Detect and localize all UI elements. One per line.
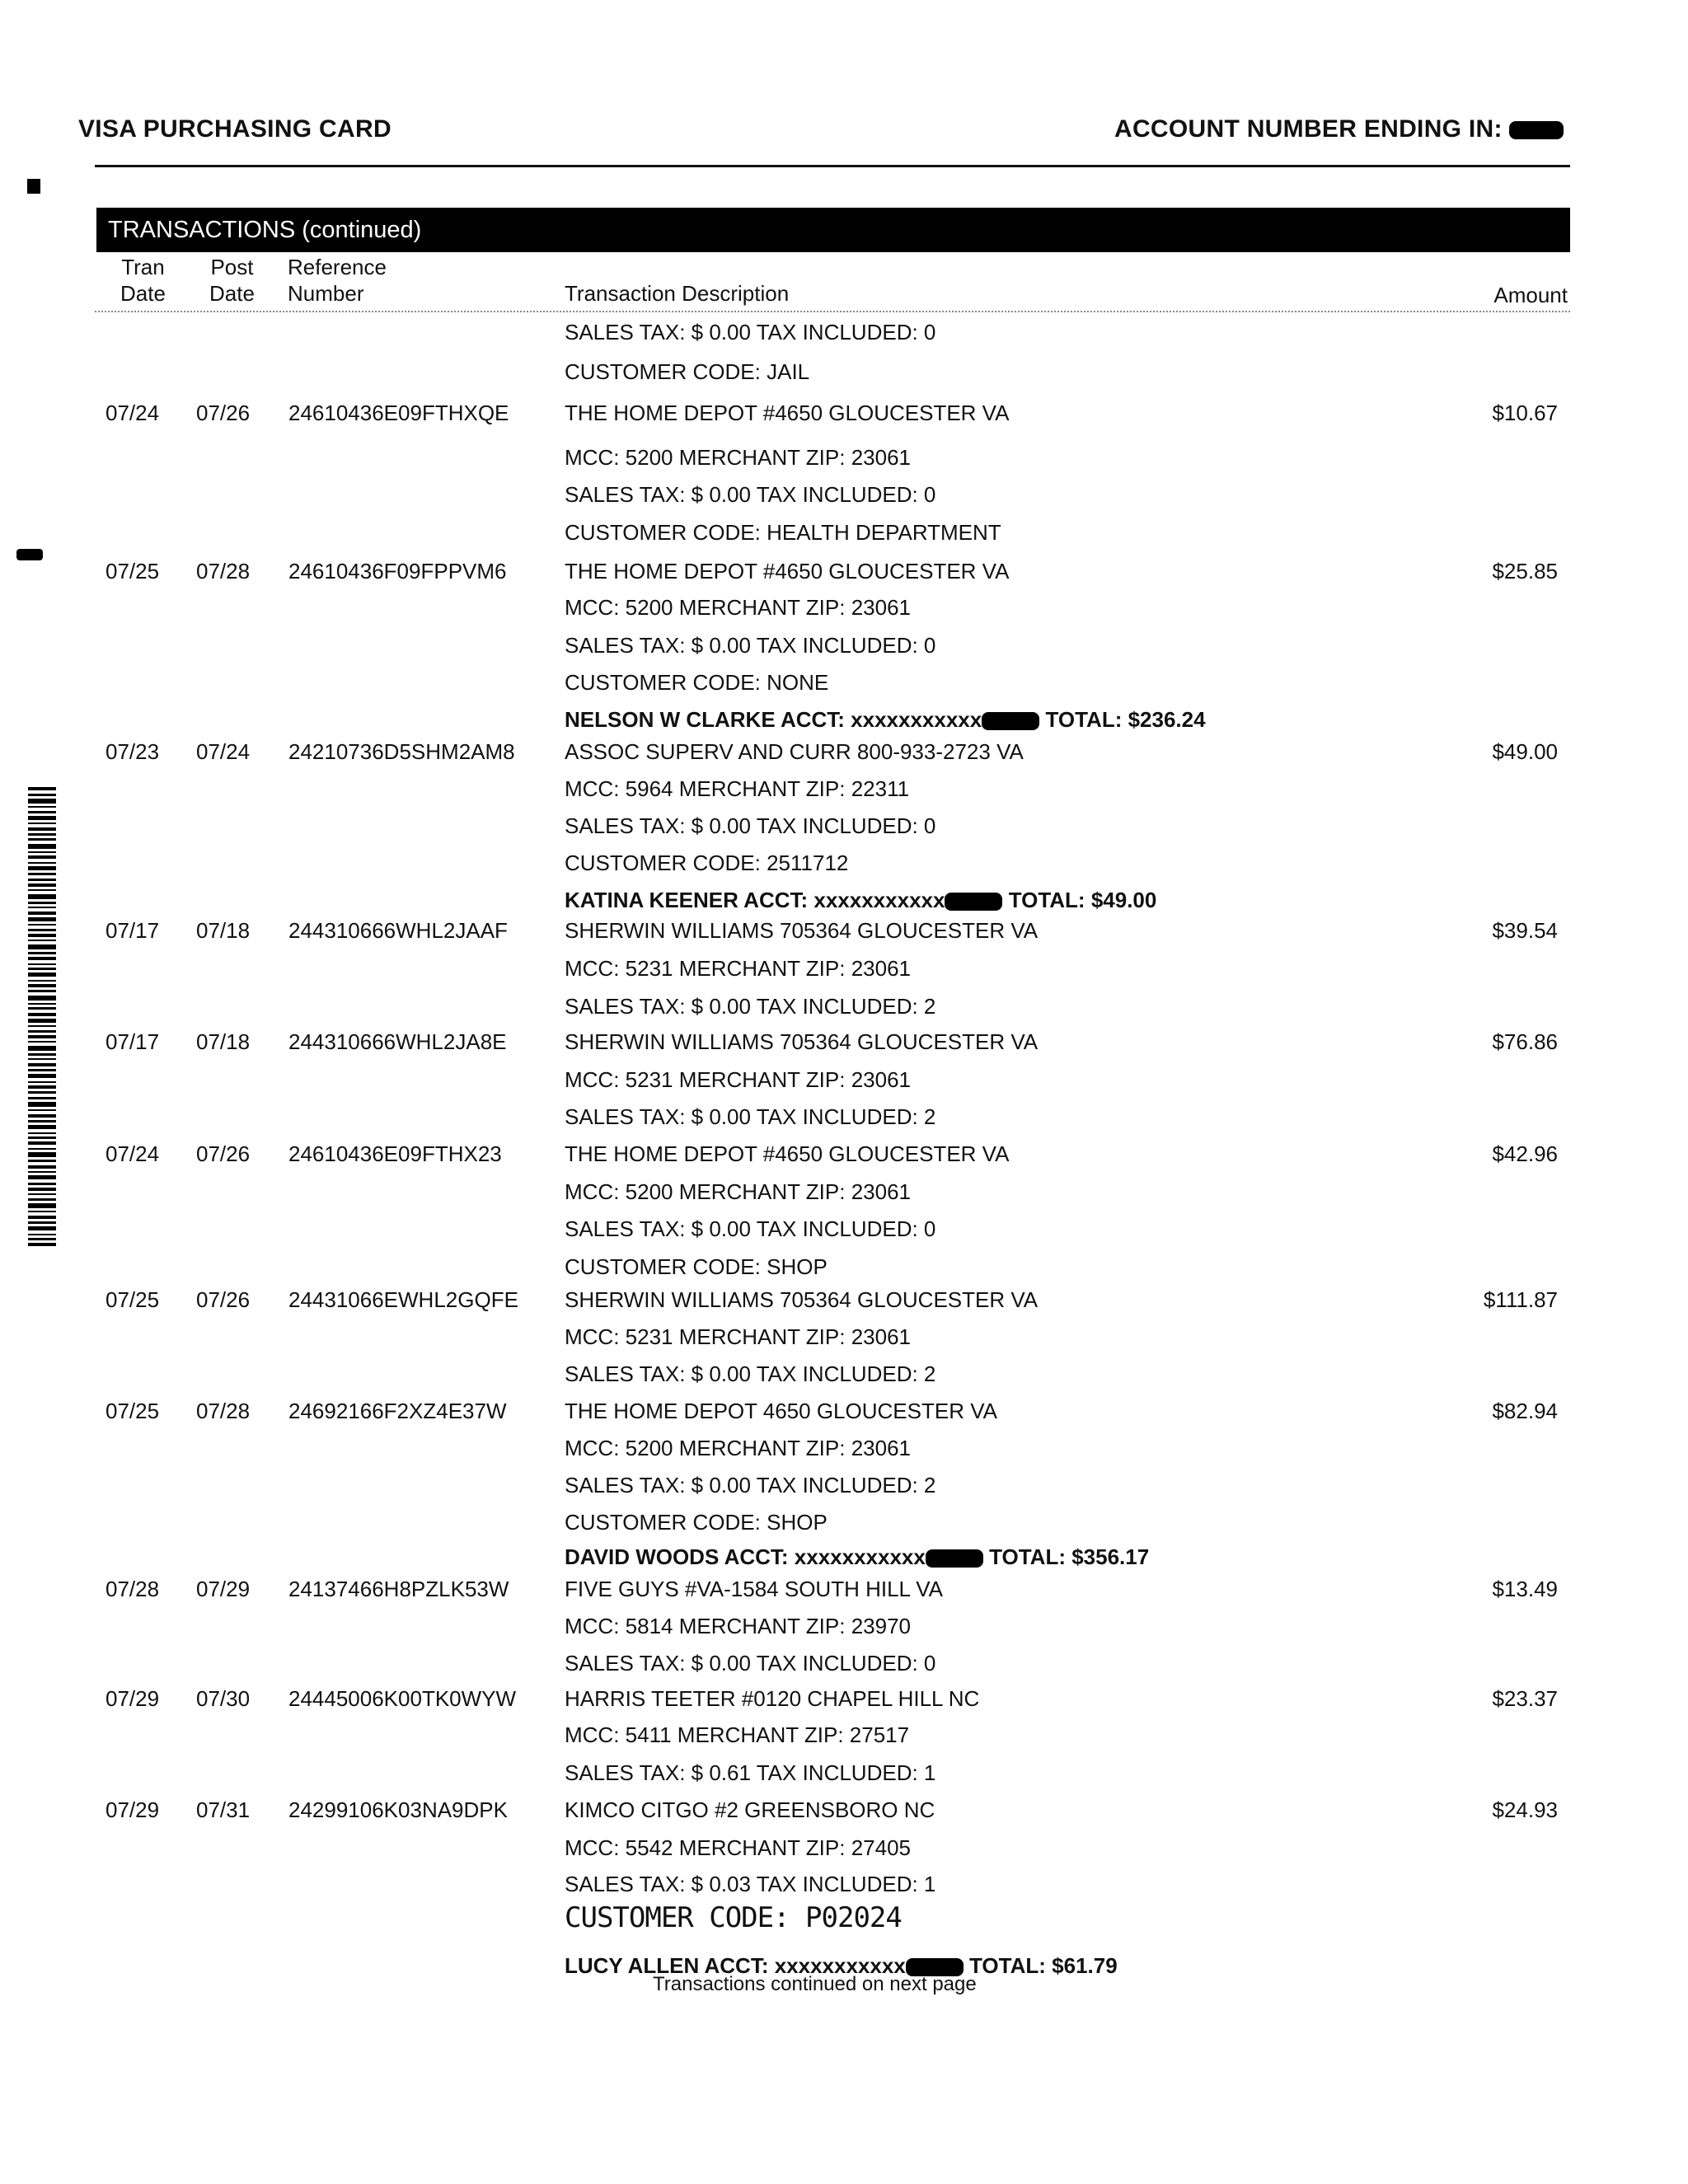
barcode-bar bbox=[28, 1097, 56, 1099]
mcc-merchant-zip: MCC: 5814 MERCHANT ZIP: 23970 bbox=[565, 1614, 911, 1638]
sales-tax-line: SALES TAX: $ 0.00 TAX INCLUDED: 2 bbox=[565, 994, 936, 1019]
barcode-bar bbox=[28, 902, 56, 904]
barcode-bar bbox=[28, 1069, 56, 1071]
mcc-merchant-zip: MCC: 5231 MERCHANT ZIP: 23061 bbox=[565, 1067, 911, 1092]
barcode-bar bbox=[28, 1091, 56, 1094]
col-header-line: Date bbox=[120, 281, 166, 306]
sales-tax-line: SALES TAX: $ 0.00 TAX INCLUDED: 2 bbox=[565, 1104, 936, 1129]
transaction-amount: $76.86 bbox=[1492, 1029, 1558, 1054]
sales-tax-line: SALES TAX: $ 0.00 TAX INCLUDED: 2 bbox=[565, 1473, 936, 1497]
post-date: 07/26 bbox=[196, 401, 251, 425]
transaction-amount: $49.00 bbox=[1492, 739, 1558, 764]
customer-code: CUSTOMER CODE: P02024 bbox=[565, 1901, 902, 1934]
customer-code: CUSTOMER CODE: 2511712 bbox=[565, 851, 849, 875]
barcode-bar bbox=[28, 1152, 56, 1157]
tran-date: 07/17 bbox=[106, 1029, 160, 1054]
margin-mark bbox=[27, 179, 40, 194]
transaction-amount: $42.96 bbox=[1492, 1141, 1558, 1166]
sales-tax-line: SALES TAX: $ 0.00 TAX INCLUDED: 0 bbox=[565, 482, 936, 507]
barcode-bar bbox=[28, 806, 56, 808]
barcode-bar bbox=[28, 1063, 56, 1066]
sales-tax-line: SALES TAX: $ 0.00 TAX INCLUDED: 0 bbox=[565, 1216, 936, 1241]
barcode-bar bbox=[28, 1013, 56, 1016]
barcode-bar bbox=[28, 1203, 56, 1208]
barcode-bar bbox=[28, 873, 56, 875]
barcode-bar bbox=[28, 1025, 56, 1027]
spacer bbox=[1002, 888, 1008, 912]
account-masked: ACCT: xxxxxxxxxxx bbox=[724, 1544, 926, 1569]
reference-number: 24299106K03NA9DPK bbox=[288, 1797, 508, 1822]
header-rule bbox=[95, 165, 1570, 167]
carryover-tax-line: SALES TAX: $ 0.00 TAX INCLUDED: 0 bbox=[565, 320, 936, 344]
barcode-bar bbox=[28, 838, 56, 841]
mcc-merchant-zip: MCC: 5411 MERCHANT ZIP: 27517 bbox=[565, 1722, 910, 1747]
barcode-bar bbox=[28, 827, 56, 831]
barcode-bar bbox=[28, 1120, 56, 1122]
barcode-bar bbox=[28, 1188, 56, 1191]
reference-number: 24431066EWHL2GQFE bbox=[288, 1287, 518, 1312]
barcode-bar bbox=[28, 1183, 56, 1185]
col-header-line: Tran bbox=[121, 255, 165, 279]
post-date: 07/26 bbox=[196, 1141, 251, 1166]
merchant-description: ASSOC SUPERV AND CURR 800-933-2723 VA bbox=[565, 739, 1024, 764]
barcode-bar bbox=[28, 924, 56, 926]
barcode-bar bbox=[28, 980, 56, 982]
reference-number: 24137466H8PZLK53W bbox=[288, 1577, 509, 1601]
merchant-description: SHERWIN WILLIAMS 705364 GLOUCESTER VA bbox=[565, 1287, 1039, 1312]
barcode-bar bbox=[28, 996, 56, 1001]
col-header-amount: Amount bbox=[1493, 283, 1568, 307]
col-header-post-date bbox=[209, 254, 255, 307]
barcode-bar bbox=[28, 1211, 56, 1212]
barcode-bar bbox=[28, 1148, 56, 1150]
barcode-bar bbox=[28, 972, 56, 977]
barcode-bar bbox=[28, 823, 56, 824]
tran-date: 07/28 bbox=[106, 1577, 160, 1601]
barcode-bar bbox=[28, 963, 56, 965]
tran-date: 07/24 bbox=[106, 1141, 160, 1166]
cardholder-name: LUCY ALLEN bbox=[565, 1953, 700, 1978]
col-header-line: Date bbox=[209, 281, 255, 306]
transaction-amount: $111.87 bbox=[1483, 1287, 1558, 1312]
merchant-description: SHERWIN WILLIAMS 705364 GLOUCESTER VA bbox=[565, 1029, 1039, 1054]
reference-number: 24210736D5SHM2AM8 bbox=[288, 739, 515, 764]
merchant-description: THE HOME DEPOT #4650 GLOUCESTER VA bbox=[565, 1141, 1010, 1166]
post-date: 07/18 bbox=[196, 1029, 251, 1054]
barcode-bar bbox=[28, 833, 56, 836]
tran-date: 07/25 bbox=[106, 559, 160, 583]
transaction-amount: $39.54 bbox=[1492, 918, 1558, 943]
customer-code: CUSTOMER CODE: SHOP bbox=[565, 1254, 828, 1279]
tran-date: 07/29 bbox=[106, 1797, 160, 1822]
barcode-bar bbox=[28, 866, 56, 870]
barcode-bar bbox=[28, 894, 56, 899]
cardholder-name: KATINA KEENER bbox=[565, 888, 738, 912]
account-masked: ACCT: xxxxxxxxxxx bbox=[704, 1953, 906, 1978]
barcode-bar bbox=[28, 990, 56, 992]
post-date: 07/28 bbox=[196, 559, 251, 583]
barcode-bar bbox=[28, 811, 56, 813]
cardholder-name: NELSON W CLARKE bbox=[565, 707, 776, 732]
barcode-bar bbox=[28, 1243, 56, 1246]
transaction-amount: $82.94 bbox=[1492, 1399, 1558, 1423]
barcode-bar bbox=[28, 1102, 56, 1107]
col-header-description: Transaction Description bbox=[565, 281, 790, 306]
mcc-merchant-zip: MCC: 5200 MERCHANT ZIP: 23061 bbox=[565, 595, 911, 620]
reference-number: 24692166F2XZ4E37W bbox=[288, 1399, 507, 1423]
account-label-text: ACCOUNT NUMBER ENDING IN: bbox=[1114, 115, 1503, 143]
barcode-bar bbox=[28, 1109, 56, 1111]
barcode-bar bbox=[28, 1221, 56, 1224]
barcode-bar bbox=[28, 851, 56, 853]
card-title: VISA PURCHASING CARD bbox=[78, 115, 392, 143]
barcode-bar bbox=[28, 1041, 56, 1043]
barcode-bar bbox=[28, 907, 56, 908]
transaction-amount: $23.37 bbox=[1492, 1686, 1558, 1711]
redaction-mark bbox=[926, 1549, 983, 1568]
mcc-merchant-zip: MCC: 5964 MERCHANT ZIP: 22311 bbox=[565, 776, 910, 801]
reference-number: 244310666WHL2JAAF bbox=[288, 918, 508, 943]
merchant-description: FIVE GUYS #VA-1584 SOUTH HILL VA bbox=[565, 1577, 944, 1601]
post-date: 07/24 bbox=[196, 739, 251, 764]
mcc-merchant-zip: MCC: 5200 MERCHANT ZIP: 23061 bbox=[565, 1179, 911, 1204]
transaction-amount: $10.67 bbox=[1492, 401, 1558, 425]
reference-number: 244310666WHL2JA8E bbox=[288, 1029, 507, 1054]
redaction-mark bbox=[1509, 121, 1564, 139]
post-date: 07/30 bbox=[196, 1686, 251, 1711]
col-header-reference bbox=[288, 254, 387, 307]
cardholder-total-line bbox=[565, 707, 1206, 732]
post-date: 07/29 bbox=[196, 1577, 251, 1601]
reference-number: 24610436E09FTHX23 bbox=[288, 1141, 502, 1166]
barcode-bar bbox=[28, 879, 56, 881]
barcode-bar bbox=[28, 1141, 56, 1145]
barcode-bar bbox=[28, 855, 56, 859]
transaction-amount: $13.49 bbox=[1492, 1577, 1558, 1601]
barcode-bar bbox=[28, 944, 56, 949]
header-divider bbox=[95, 311, 1570, 312]
barcode-bar bbox=[28, 1175, 56, 1179]
sales-tax-line: SALES TAX: $ 0.00 TAX INCLUDED: 0 bbox=[565, 633, 936, 658]
reference-number: 24610436F09FPPVM6 bbox=[288, 559, 507, 583]
barcode-bar bbox=[28, 1019, 56, 1023]
merchant-description: HARRIS TEETER #0120 CHAPEL HILL NC bbox=[565, 1686, 980, 1711]
continued-note: Transactions continued on next page bbox=[653, 1973, 977, 1995]
sales-tax-line: SALES TAX: $ 0.61 TAX INCLUDED: 1 bbox=[565, 1760, 936, 1785]
barcode-bar bbox=[28, 889, 56, 891]
col-header-line: Reference bbox=[288, 255, 387, 279]
barcode-bar bbox=[28, 1234, 56, 1235]
reference-number: 24445006K00TK0WYW bbox=[288, 1686, 517, 1711]
barcode-bar bbox=[28, 1198, 56, 1201]
barcode-bar bbox=[28, 917, 56, 921]
col-header-tran-date bbox=[120, 254, 166, 307]
barcode-bar bbox=[28, 1003, 56, 1005]
barcode-bar bbox=[28, 1081, 56, 1083]
barcode-bar bbox=[28, 1165, 56, 1169]
customer-code: CUSTOMER CODE: HEALTH DEPARTMENT bbox=[565, 520, 1001, 545]
merchant-description: THE HOME DEPOT 4650 GLOUCESTER VA bbox=[565, 1399, 997, 1423]
transaction-amount: $24.93 bbox=[1492, 1797, 1558, 1822]
barcode-bar bbox=[28, 1160, 56, 1162]
barcode-bar bbox=[28, 1030, 56, 1033]
barcode-bar bbox=[28, 929, 56, 931]
sales-tax-line: SALES TAX: $ 0.03 TAX INCLUDED: 1 bbox=[565, 1872, 936, 1896]
barcode-bar bbox=[28, 1216, 56, 1219]
tran-date: 07/23 bbox=[106, 739, 160, 764]
barcode-graphic bbox=[28, 787, 56, 1286]
barcode-bar bbox=[28, 940, 56, 941]
barcode-bar bbox=[28, 1058, 56, 1060]
post-date: 07/18 bbox=[196, 918, 251, 943]
mcc-merchant-zip: MCC: 5231 MERCHANT ZIP: 23061 bbox=[565, 1324, 911, 1349]
barcode-bar bbox=[28, 934, 56, 937]
transaction-amount: $25.85 bbox=[1492, 559, 1558, 583]
barcode-bar bbox=[28, 1132, 56, 1134]
barcode-bar bbox=[28, 1007, 56, 1010]
mcc-merchant-zip: MCC: 5542 MERCHANT ZIP: 27405 bbox=[565, 1835, 911, 1860]
barcode-bar bbox=[28, 957, 56, 960]
barcode-bar bbox=[28, 1171, 56, 1173]
barcode-bar bbox=[28, 816, 56, 820]
col-header-line: Number bbox=[288, 281, 364, 306]
barcode-bar bbox=[28, 844, 56, 849]
barcode-bar bbox=[28, 1193, 56, 1195]
merchant-description: THE HOME DEPOT #4650 GLOUCESTER VA bbox=[565, 401, 1010, 425]
tran-date: 07/24 bbox=[106, 401, 160, 425]
barcode-bar bbox=[28, 952, 56, 954]
tran-date: 07/25 bbox=[106, 1287, 160, 1312]
account-masked: ACCT: xxxxxxxxxxx bbox=[780, 707, 982, 732]
merchant-description: SHERWIN WILLIAMS 705364 GLOUCESTER VA bbox=[565, 918, 1039, 943]
mcc-merchant-zip: MCC: 5231 MERCHANT ZIP: 23061 bbox=[565, 956, 911, 981]
sales-tax-line: SALES TAX: $ 0.00 TAX INCLUDED: 0 bbox=[565, 813, 936, 838]
barcode-bar bbox=[28, 799, 56, 804]
barcode-bar bbox=[28, 1137, 56, 1139]
post-date: 07/31 bbox=[196, 1797, 251, 1822]
tran-date: 07/25 bbox=[106, 1399, 160, 1423]
barcode-bar bbox=[28, 1085, 56, 1089]
account-number-label bbox=[1114, 115, 1564, 143]
cardholder-name: DAVID WOODS bbox=[565, 1544, 720, 1569]
post-date: 07/28 bbox=[196, 1399, 251, 1423]
mcc-merchant-zip: MCC: 5200 MERCHANT ZIP: 23061 bbox=[565, 445, 911, 470]
barcode-bar bbox=[28, 984, 56, 987]
redaction-mark bbox=[982, 712, 1039, 730]
cardholder-total: TOTAL: $61.79 bbox=[969, 1953, 1118, 1978]
cardholder-total-line bbox=[565, 888, 1156, 912]
cardholder-total-line bbox=[565, 1544, 1149, 1569]
sales-tax-line: SALES TAX: $ 0.00 TAX INCLUDED: 2 bbox=[565, 1361, 936, 1386]
merchant-description: KIMCO CITGO #2 GREENSBORO NC bbox=[565, 1797, 935, 1822]
barcode-bar bbox=[28, 794, 56, 796]
carryover-customer-code: CUSTOMER CODE: JAIL bbox=[565, 359, 810, 384]
cardholder-total: TOTAL: $356.17 bbox=[989, 1544, 1150, 1569]
customer-code: CUSTOMER CODE: NONE bbox=[565, 670, 829, 695]
cardholder-total: TOTAL: $49.00 bbox=[1008, 888, 1157, 912]
barcode-bar bbox=[28, 1035, 56, 1038]
post-date: 07/26 bbox=[196, 1287, 251, 1312]
margin-mark bbox=[16, 549, 43, 560]
barcode-bar bbox=[28, 1125, 56, 1129]
tran-date: 07/17 bbox=[106, 918, 160, 943]
barcode-bar bbox=[28, 968, 56, 970]
section-title-bar: TRANSACTIONS (continued) bbox=[96, 208, 1570, 252]
reference-number: 24610436E09FTHXQE bbox=[288, 401, 509, 425]
barcode-bar bbox=[28, 787, 56, 790]
tran-date: 07/29 bbox=[106, 1686, 160, 1711]
customer-code: CUSTOMER CODE: SHOP bbox=[565, 1510, 828, 1535]
mcc-merchant-zip: MCC: 5200 MERCHANT ZIP: 23061 bbox=[565, 1436, 911, 1460]
barcode-bar bbox=[28, 1238, 56, 1240]
col-header-line: Post bbox=[210, 255, 254, 279]
barcode-bar bbox=[28, 912, 56, 915]
barcode-bar bbox=[28, 1074, 56, 1078]
spacer bbox=[983, 1544, 989, 1569]
barcode-bar bbox=[28, 1053, 56, 1056]
barcode-bar bbox=[28, 883, 56, 887]
barcode-bar bbox=[28, 1046, 56, 1051]
barcode-bar bbox=[28, 862, 56, 864]
account-masked: ACCT: xxxxxxxxxxx bbox=[743, 888, 945, 912]
barcode-bar bbox=[28, 1226, 56, 1230]
sales-tax-line: SALES TAX: $ 0.00 TAX INCLUDED: 0 bbox=[565, 1651, 936, 1675]
cardholder-total: TOTAL: $236.24 bbox=[1045, 707, 1206, 732]
merchant-description: THE HOME DEPOT #4650 GLOUCESTER VA bbox=[565, 559, 1010, 583]
redaction-mark bbox=[945, 893, 1002, 911]
barcode-bar bbox=[28, 1114, 56, 1118]
